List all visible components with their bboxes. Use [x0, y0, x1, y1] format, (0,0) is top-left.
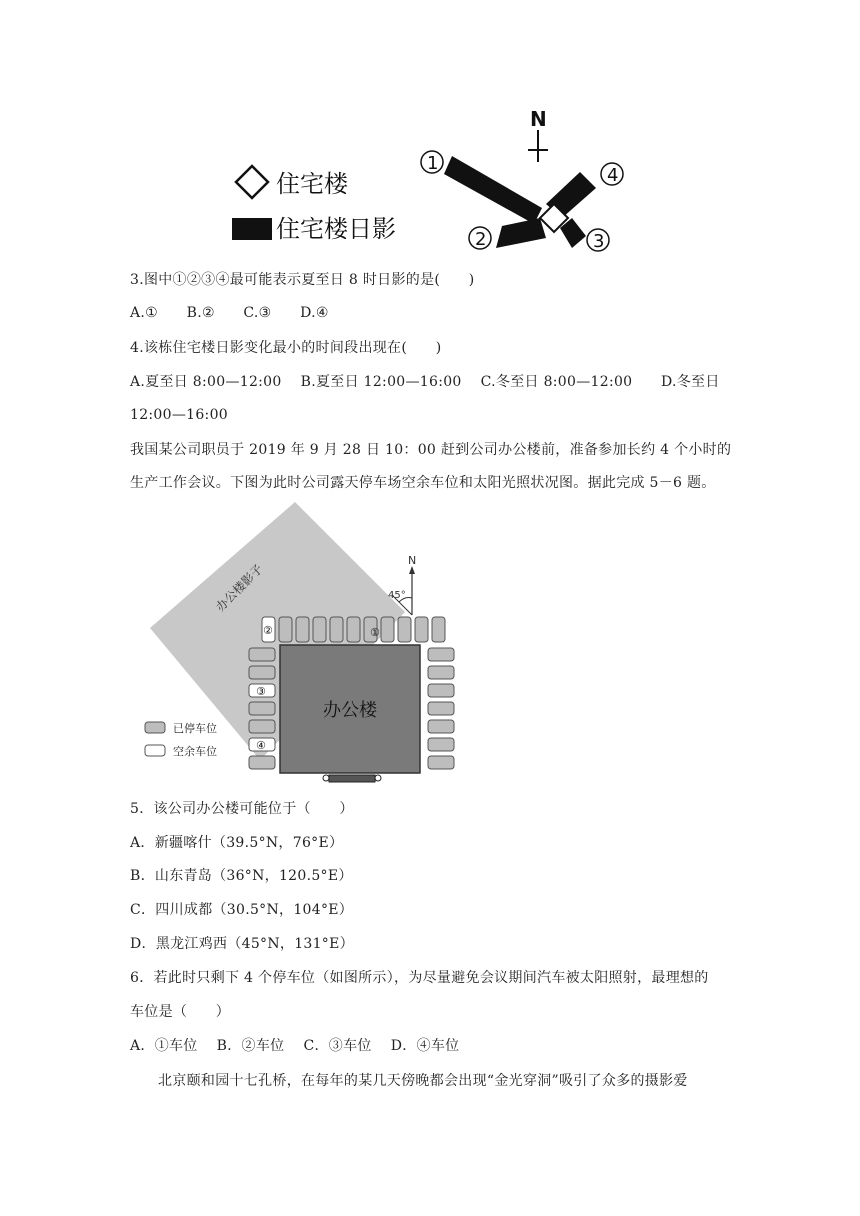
spot-2-label: ② — [263, 624, 273, 637]
spot-3-label: ③ — [256, 685, 266, 698]
intro56-line2: 生产工作会议。下图为此时公司露天停车场空余车位和太阳光照状况图。据此完成 5－6 题。 — [130, 475, 716, 491]
tail-paragraph: 北京颐和园十七孔桥，在每年的某几天傍晚都会出现“金光穿洞”吸引了众多的摄影爱 — [158, 1073, 688, 1089]
q5-option-d: D．黑龙江鸡西（45°N，131°E） — [130, 936, 354, 952]
svg-text:3: 3 — [593, 231, 605, 252]
q6-options: A．①车位 B．②车位 C．③车位 D．④车位 — [130, 1038, 460, 1054]
intro56-line1: 我国某公司职员于 2019 年 9 月 28 日 10：00 赶到公司办公楼前，准备参加长约 4 个小时的 — [130, 442, 732, 458]
legend-empty-label: 空余车位 — [173, 745, 217, 758]
legend-building-diamond-icon — [236, 166, 268, 198]
north-label: N — [530, 107, 547, 131]
right-column-spots — [428, 648, 454, 769]
q3-options: A.① B.② C.③ D.④ — [130, 305, 329, 321]
spot-1-label: ① — [370, 626, 380, 639]
top-row-spots — [262, 617, 445, 642]
legend-occupied-swatch — [145, 722, 165, 733]
spot-4-label: ④ — [256, 739, 266, 752]
q4-options-line2: 12:00—16:00 — [130, 407, 228, 423]
q5-stem: 5．该公司办公楼可能位于（ ） — [130, 801, 354, 817]
q5-option-b: B．山东青岛（36°N，120.5°E） — [130, 868, 353, 884]
q4-stem: 4.该栋住宅楼日影变化最小的时间段出现在( ) — [130, 340, 442, 356]
shadow-1 — [444, 156, 542, 224]
shadow-label: 办公楼影子 — [213, 561, 266, 615]
svg-text:2: 2 — [475, 229, 487, 250]
legend-shadow-box-icon — [232, 218, 272, 240]
shadow-2 — [496, 218, 546, 248]
q6-stem-line2: 车位是（ ） — [130, 1004, 231, 1020]
north-label: N — [408, 554, 417, 567]
figure-parking-lot — [135, 500, 465, 785]
legend-empty-swatch — [145, 745, 165, 756]
q5-option-a: A．新疆喀什（39.5°N，76°E） — [130, 835, 344, 851]
svg-text:4: 4 — [607, 165, 619, 186]
q6-stem-line1: 6．若此时只剩下 4 个停车位（如图所示），为尽量避免会议期间汽车被太阳照射，最理想的 — [130, 970, 709, 986]
building-label: 办公楼 — [323, 700, 377, 721]
svg-text:1: 1 — [427, 153, 439, 174]
q4-options-line1: A.夏至日 8:00—12:00 B.夏至日 12:00—16:00 C.冬至日 8:00—12:00 D.冬至日 — [130, 374, 720, 390]
figure-residential-shadow — [220, 100, 640, 260]
angle-label: 45° — [388, 590, 406, 601]
q3-stem: 3.图中①②③④最可能表示夏至日 8 时日影的是( ) — [130, 272, 475, 288]
legend-shadow-label: 住宅楼日影 — [276, 215, 396, 243]
q5-option-c: C．四川成都（30.5°N，104°E） — [130, 902, 354, 918]
building-entrance — [329, 775, 375, 782]
legend-building-label: 住宅楼 — [276, 170, 348, 198]
legend-occupied-label: 已停车位 — [173, 722, 217, 735]
